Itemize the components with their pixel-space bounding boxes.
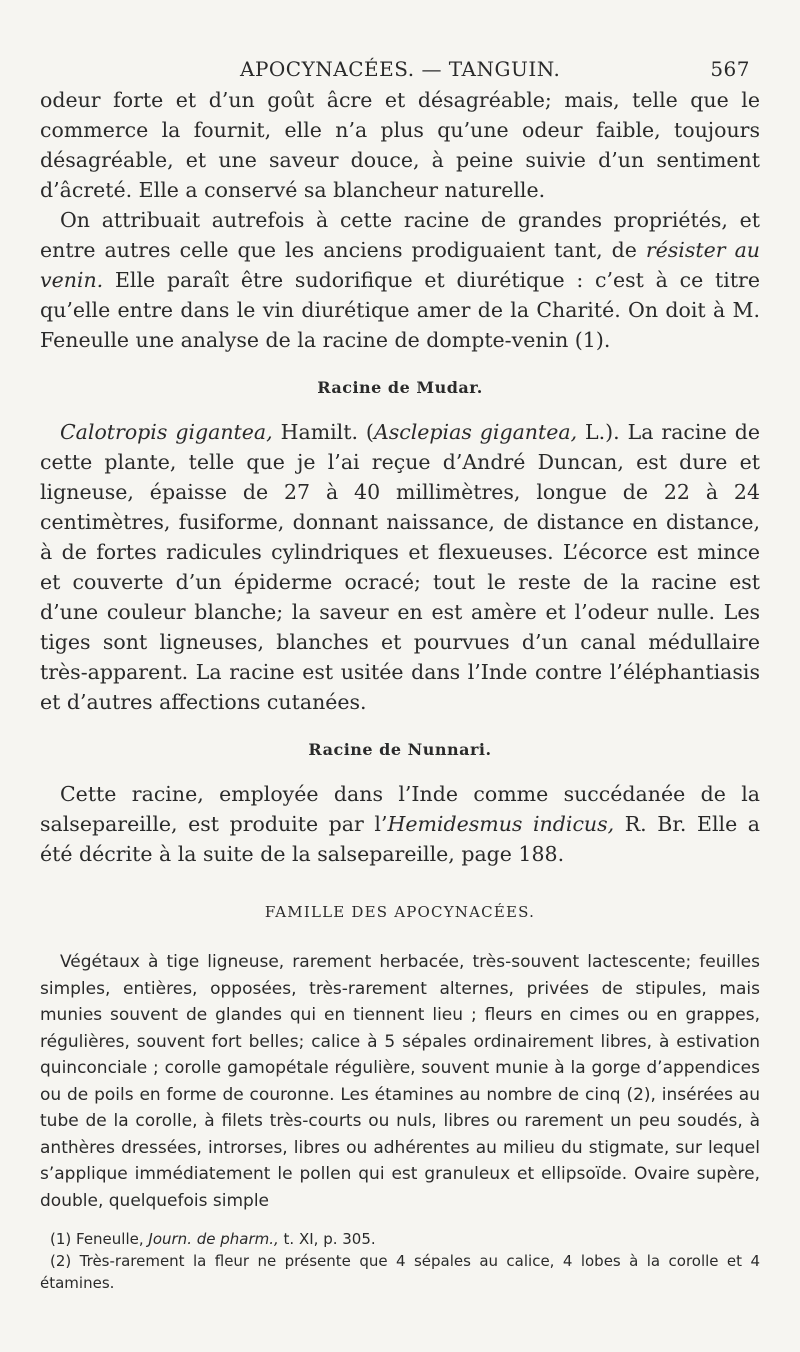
page-body <box>40 85 760 1294</box>
running-title: APOCYNACÉES. — TANGUIN. <box>240 57 561 81</box>
paragraph-properties <box>40 205 760 355</box>
footnote-2: (2) Très-rarement la fleur ne présente que 4 sépales au calice, 4 lobes à la corolle et 4 étamines. <box>40 1252 760 1292</box>
italic-run: Calotropis gigantea, <box>60 420 273 444</box>
page-number: 567 <box>710 57 750 81</box>
family-heading: FAMILLE DES APOCYNACÉES. <box>264 903 536 921</box>
text-run: L.). La racine de cette plante, telle que je l’ai reçue d’André Duncan, est dure et ligneuse, épaisse de 27 à 40 millimètres, longue de 22 à 24 centimètres, fusiforme, donnant naissance, de distance en distance, à de fortes radicules cylindriques et flexueuses. L’écorce est mince et couverte d’un épiderme ocracé; tout le reste de la racine est d’une couleur blanche; la saveur en est amère et l’odeur nulle. Les tiges sont ligneuses, blanches et pourvues d’un canal médullaire très-apparent. La racine est usitée dans l’Inde contre l’éléphantiasis et d’autres affections cutanées. <box>40 420 760 714</box>
footnote-1 <box>40 1228 760 1250</box>
italic-run: Asclepias gigantea, <box>373 420 578 444</box>
italic-run: Hemidesmus indicus, <box>387 812 615 836</box>
text-run: Hamilt. ( <box>272 420 374 444</box>
paragraph-mudar <box>40 417 760 717</box>
footnotes <box>40 1228 760 1294</box>
paragraph-continuation: odeur forte et d’un goût âcre et désagréable; mais, telle que le commerce la fournit, elle n’a plus qu’une odeur faible, toujours désagréable, et une saveur douce, à peine suivie d’un sentiment d’âcreté. Elle a conservé sa blancheur naturelle. <box>40 88 760 202</box>
text-run: R. Br. Elle a été décrite à la suite de la salsepareille, page 188. <box>40 812 760 866</box>
text-run: Cette racine, employée dans l’Inde comme succédanée de la salsepareille, est produite par l’ <box>40 782 760 836</box>
italic-run: Journ. de pharm., <box>148 1230 279 1248</box>
family-description: Végétaux à tige ligneuse, rarement herbacée, très-souvent lactescente; feuilles simples, entières, opposées, très-rarement alternes, privées de stipules, mais munies souvent de glandes qui en tiennent lieu ; fleurs en cimes ou en grappes, régulières, souvent fort belles; calice à 5 sépales ordinairement libres, à estivation quinconciale ; corolle gamopétale régulière, souvent munie à la gorge d’appendices ou de poils en forme de couronne. Les étamines au nombre de cinq (2), insérées au tube de la corolle, à filets très-courts ou nuls, libres ou rarement un peu soudés, à anthères dressées, introrses, libres ou adhérentes au milieu du stigmate, sur lequel s’applique immédiatement le pollen qui est granuleux et ellipsoïde. Ovaire supère, double, quelquefois simple <box>40 952 760 1211</box>
section-heading-mudar: Racine de Mudar. <box>317 378 483 397</box>
section-heading-nunnari: Racine de Nunnari. <box>308 740 492 759</box>
paragraph-nunnari <box>40 779 760 869</box>
text-run: (1) Feneulle, <box>50 1230 149 1248</box>
text-run: On attribuait autrefois à cette racine de grandes propriétés, et entre autres celle que les anciens prodiguaient tant, de <box>40 208 760 262</box>
text-run: Elle paraît être sudorifique et diurétique : c’est à ce titre qu’elle entre dans le vin diurétique amer de la Charité. On doit à M. Feneulle une analyse de la racine de dompte-venin (1). <box>40 268 760 352</box>
text-run: t. XI, p. 305. <box>278 1230 376 1248</box>
italic-run: résister au venin. <box>40 238 760 292</box>
